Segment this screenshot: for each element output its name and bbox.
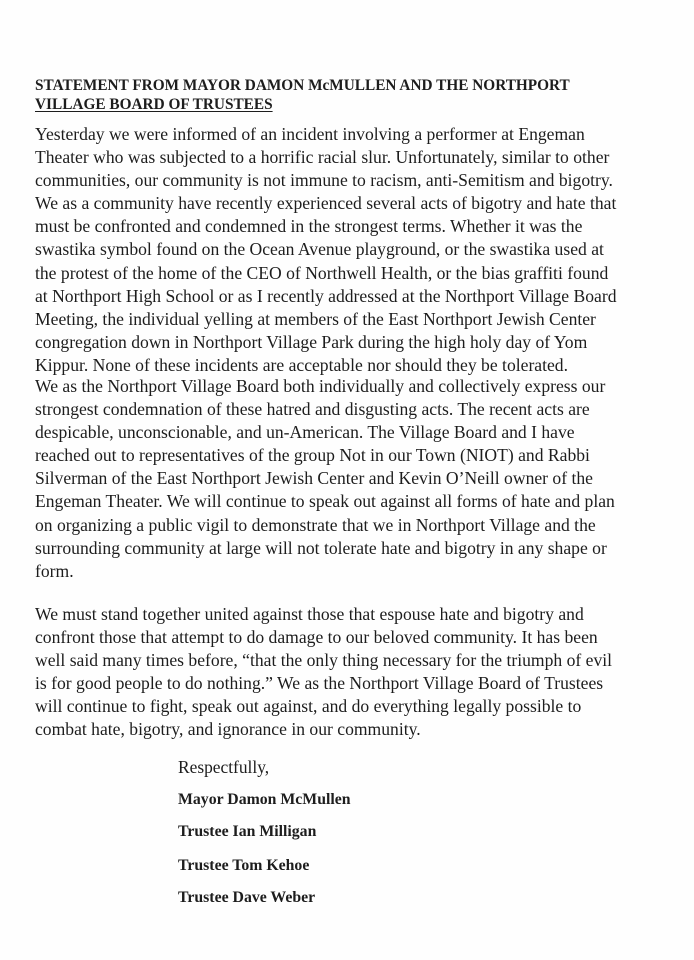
paragraph-line: Theater who was subjected to a horrific racial slur. Unfortunately, similar to other bbox=[35, 147, 610, 168]
paragraph-line: Yesterday we were informed of an incident involving a performer at Engeman bbox=[35, 124, 585, 144]
paragraph-line: must be confronted and condemned in the strongest terms. Whether it was the bbox=[35, 216, 583, 237]
paragraph-line: the protest of the home of the CEO of Northwell Health, or the bias graffiti found bbox=[35, 262, 609, 283]
paragraph-stand-together bbox=[35, 603, 665, 742]
closing-salutation: Respectfully, bbox=[178, 757, 270, 777]
paragraph-line: We must stand together united against those that espouse hate and bigotry and bbox=[35, 604, 584, 624]
paragraph-line: We as the Northport Village Board both individually and collectively express our bbox=[35, 376, 606, 396]
paragraph-incident bbox=[35, 123, 665, 377]
statement-heading bbox=[35, 76, 665, 114]
paragraph-line: despicable, unconscionable, and un-American. The Village Board and I have bbox=[35, 422, 575, 443]
paragraph-line: strongest condemnation of these hatred and disgusting acts. The recent acts are bbox=[35, 399, 590, 420]
paragraph-line: swastika symbol found on the Ocean Avenue playground, or the swastika used at bbox=[35, 239, 604, 260]
signatory-mayor: Mayor Damon McMullen bbox=[178, 791, 351, 808]
paragraph-line: surrounding community at large will not tolerate hate and bigotry in any shape or bbox=[35, 537, 607, 558]
paragraph-line: We as a community have recently experienced several acts of bigotry and hate that bbox=[35, 193, 617, 214]
paragraph-line: communities, our community is not immune to racism, anti-Semitism and bigotry. bbox=[35, 170, 613, 191]
paragraph-line: Silverman of the East Northport Jewish Center and Kevin O’Neill owner of the bbox=[35, 468, 593, 489]
paragraph-line: Meeting, the individual yelling at members of the East Northport Jewish Center bbox=[35, 308, 596, 329]
paragraph-line: combat hate, bigotry, and ignorance in our community. bbox=[35, 719, 421, 740]
heading-line-2: VILLAGE BOARD OF TRUSTEES bbox=[35, 96, 273, 113]
paragraph-condemnation bbox=[35, 375, 665, 583]
paragraph-line: is for good people to do nothing.” We as the Northport Village Board of Trustees bbox=[35, 673, 604, 694]
signatory-trustee: Trustee Ian Milligan bbox=[178, 823, 317, 840]
signatory-trustee: Trustee Dave Weber bbox=[178, 889, 316, 906]
paragraph-line: Kippur. None of these incidents are acceptable nor should they be tolerated. bbox=[35, 354, 569, 375]
paragraph-line: will continue to fight, speak out against, and do everything legally possible to bbox=[35, 696, 582, 717]
paragraph-line: congregation down in Northport Village Park during the high holy day of Yom bbox=[35, 331, 588, 352]
signatory-trustee: Trustee Tom Kehoe bbox=[178, 857, 310, 874]
paragraph-line: at Northport High School or as I recently addressed at the Northport Village Board bbox=[35, 285, 617, 306]
paragraph-line: form. bbox=[35, 560, 74, 581]
paragraph-line: reached out to representatives of the group Not in our Town (NIOT) and Rabbi bbox=[35, 445, 590, 466]
paragraph-line: Engeman Theater. We will continue to speak out against all forms of hate and plan bbox=[35, 491, 615, 512]
paragraph-line: on organizing a public vigil to demonstrate that we in Northport Village and the bbox=[35, 514, 596, 535]
paragraph-line: well said many times before, “that the only thing necessary for the triumph of evil bbox=[35, 650, 613, 671]
paragraph-line: confront those that attempt to do damage to our beloved community. It has been bbox=[35, 627, 598, 648]
heading-line-1: STATEMENT FROM MAYOR DAMON McMULLEN AND THE NORTHPORT bbox=[35, 77, 570, 94]
